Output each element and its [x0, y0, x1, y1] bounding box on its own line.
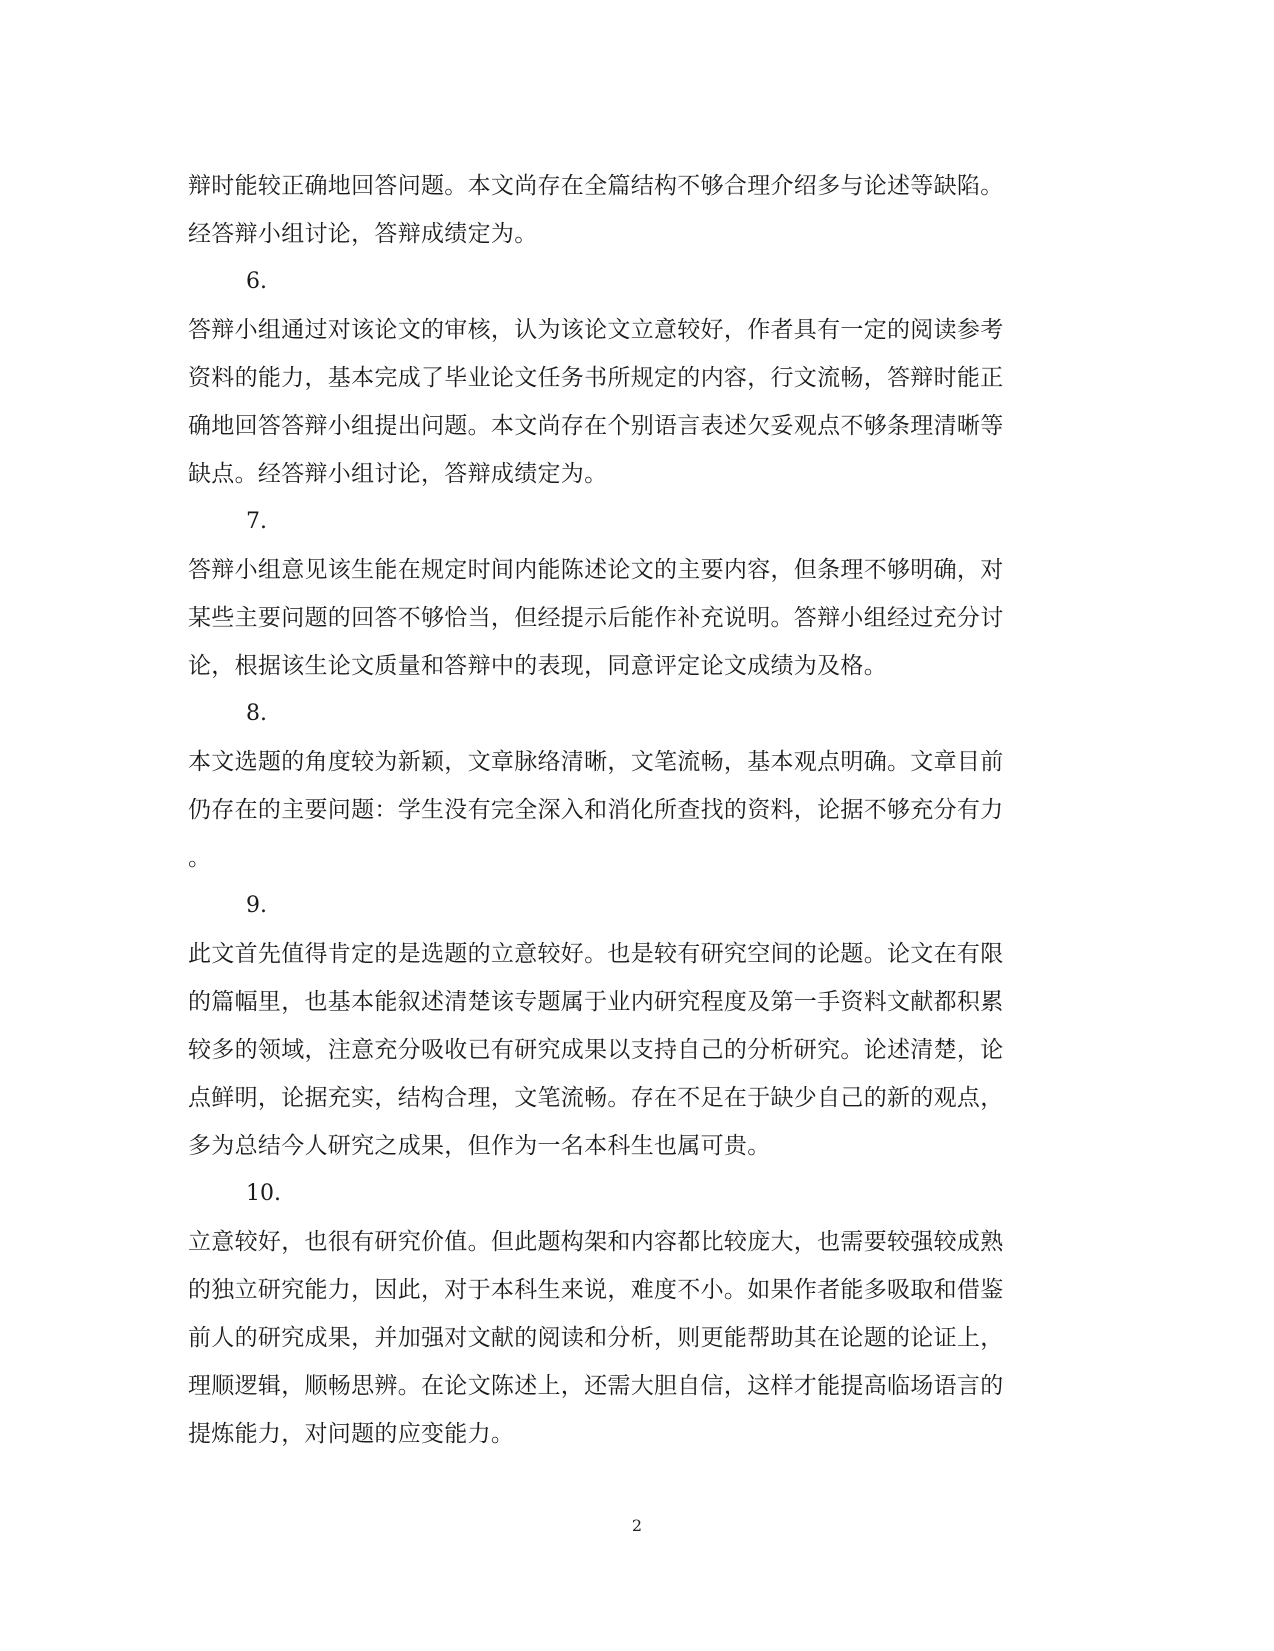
text-line: 立意较好，也很有研究价值。但此题构架和内容都比较庞大，也需要较强较成熟	[188, 1229, 1004, 1255]
item-number: 10.	[246, 1181, 281, 1206]
text-line: 确地回答答辩小组提出问题。本文尚存在个别语言表述欠妥观点不够条理清晰等	[188, 413, 1004, 439]
page-number: 2	[631, 1516, 643, 1535]
item-number: 6.	[246, 269, 267, 294]
text-line: 的独立研究能力，因此，对于本科生来说，难度不小。如果作者能多吸取和借鉴	[188, 1277, 1004, 1303]
text-line: 较多的领域，注意充分吸收已有研究成果以支持自己的分析研究。论述清楚，论	[188, 1037, 1004, 1063]
text-line: 资料的能力，基本完成了毕业论文任务书所规定的内容，行文流畅，答辩时能正	[188, 365, 1004, 391]
text-line: 辩时能较正确地回答问题。本文尚存在全篇结构不够合理介绍多与论述等缺陷。	[188, 173, 1004, 199]
text-line: 经答辩小组讨论，答辩成绩定为。	[188, 221, 538, 247]
item-number: 8.	[246, 701, 267, 726]
text-line: 某些主要问题的回答不够恰当，但经提示后能作补充说明。答辩小组经过充分讨	[188, 605, 1004, 631]
text-line: 论，根据该生论文质量和答辩中的表现，同意评定论文成绩为及格。	[188, 653, 887, 679]
text-line: 多为总结今人研究之成果，但作为一名本科生也属可贵。	[188, 1133, 771, 1159]
text-line: 点鲜明，论据充实，结构合理，文笔流畅。存在不足在于缺少自己的新的观点，	[188, 1085, 1004, 1111]
text-line: 答辩小组通过对该论文的审核，认为该论文立意较好，作者具有一定的阅读参考	[188, 317, 1004, 343]
text-line: 本文选题的角度较为新颖，文章脉络清晰，文笔流畅，基本观点明确。文章目前	[188, 749, 1004, 775]
text-line: 仍存在的主要问题：学生没有完全深入和消化所查找的资料，论据不够充分有力	[188, 797, 1004, 823]
text-line: 提炼能力，对问题的应变能力。	[188, 1421, 515, 1447]
text-line: 。	[188, 845, 212, 871]
text-line: 前人的研究成果，并加强对文献的阅读和分析，则更能帮助其在论题的论证上，	[188, 1325, 1004, 1351]
document-body	[188, 162, 1068, 1458]
text-line: 缺点。经答辩小组讨论，答辩成绩定为。	[188, 461, 608, 487]
item-number: 9.	[246, 893, 267, 918]
item-number: 7.	[246, 509, 267, 534]
text-line: 的篇幅里，也基本能叙述清楚该专题属于业内研究程度及第一手资料文献都积累	[188, 989, 1004, 1015]
text-line: 此文首先值得肯定的是选题的立意较好。也是较有研究空间的论题。论文在有限	[188, 941, 1004, 967]
text-line: 答辩小组意见该生能在规定时间内能陈述论文的主要内容，但条理不够明确，对	[188, 557, 1004, 583]
text-line: 理顺逻辑，顺畅思辨。在论文陈述上，还需大胆自信，这样才能提高临场语言的	[188, 1373, 1004, 1399]
